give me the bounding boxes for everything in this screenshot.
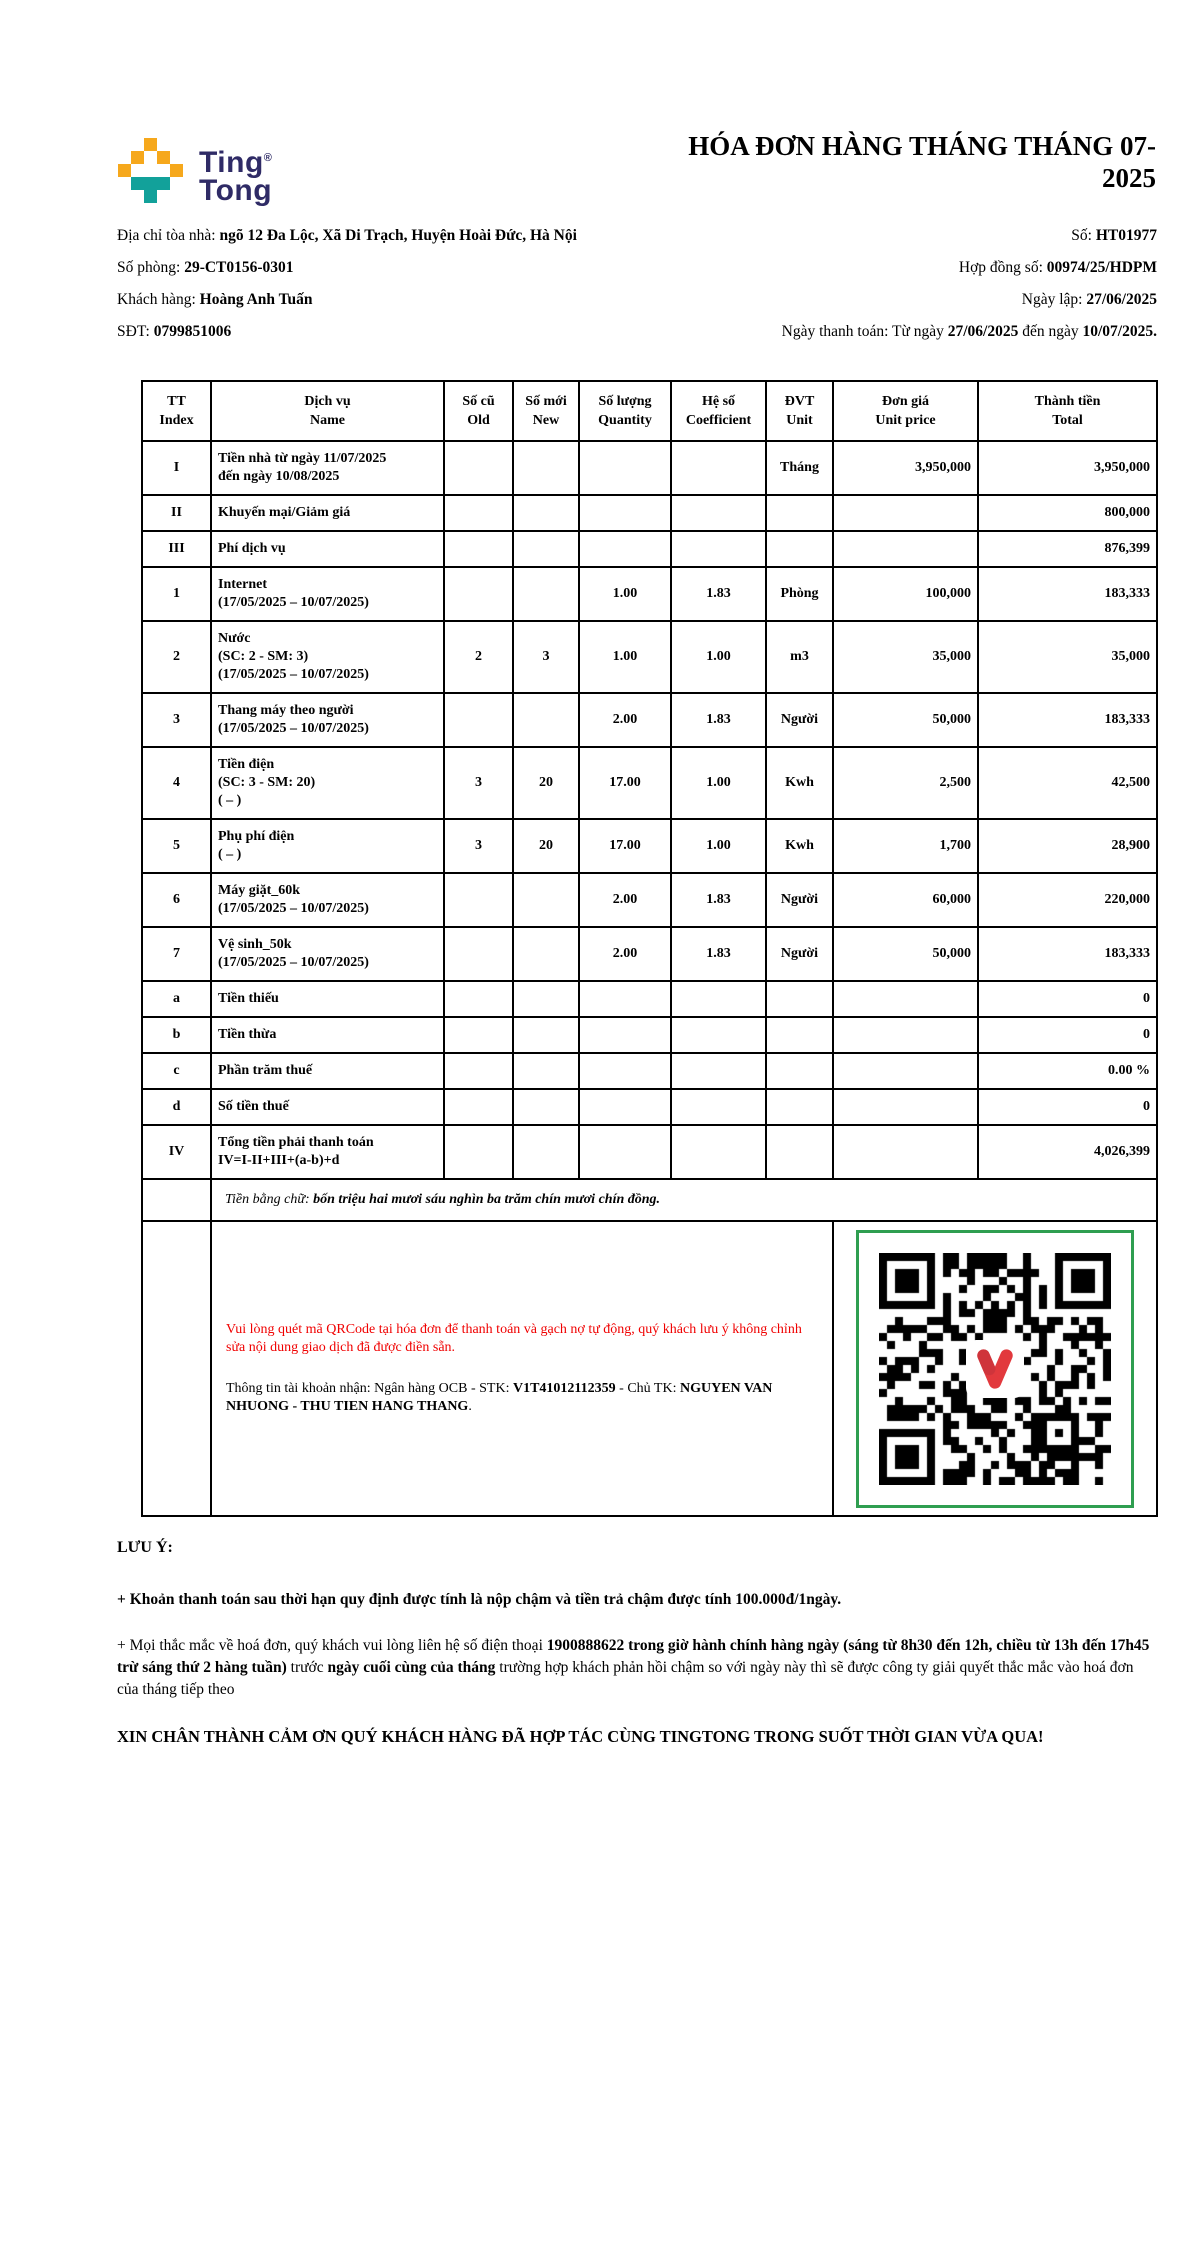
cell-name: Tiền điện (SC: 3 - SM: 20) ( – ) [211, 747, 444, 819]
cell-coef: 1.00 [671, 819, 766, 873]
table-row [142, 747, 1157, 819]
cell-total: 220,000 [978, 873, 1157, 927]
cell-name: Internet (17/05/2025 – 10/07/2025) [211, 567, 444, 621]
cell-name: Khuyến mại/Giảm giá [211, 495, 444, 531]
amount-in-words-value: bốn triệu hai mươi sáu nghìn ba trăm chín mươi chín đồng. [313, 1192, 661, 1207]
invoice-table [141, 380, 1158, 1517]
cell-idx: 4 [142, 747, 211, 819]
cell-total: 0 [978, 1089, 1157, 1125]
cell-idx: IV [142, 1125, 211, 1179]
cell-unit [766, 981, 833, 1017]
cell-price: 50,000 [833, 927, 978, 981]
table-row [142, 567, 1157, 621]
invoice-number-line: Số: HT01977 [1071, 227, 1157, 244]
table-row [142, 441, 1157, 495]
late-fee-note: + Khoản thanh toán sau thời hạn quy định được tính là nộp chậm và tiền trả chậm được tính 100.000đ/1ngày. [117, 1591, 842, 1608]
cell-qty [579, 981, 671, 1017]
building-address-value: ngõ 12 Đa Lộc, Xã Di Trạch, Huyện Hoài Đức, Hà Nội [219, 227, 577, 244]
cell-idx: 5 [142, 819, 211, 873]
cell-qty: 2.00 [579, 927, 671, 981]
phone-line: SĐT: 0799851006 [117, 323, 232, 340]
cell-qty: 1.00 [579, 621, 671, 693]
cell-qty [579, 531, 671, 567]
cell-idx: II [142, 495, 211, 531]
cell-old [444, 1089, 513, 1125]
cell-total: 35,000 [978, 621, 1157, 693]
cell-old: 3 [444, 819, 513, 873]
invoice-meta [609, 220, 1157, 348]
cell-old [444, 1125, 513, 1179]
cell-coef: 1.00 [671, 747, 766, 819]
table-row [142, 531, 1157, 567]
cell-old [444, 981, 513, 1017]
cell-coef [671, 981, 766, 1017]
contract-number-value: 00974/25/HDPM [1046, 259, 1157, 276]
qr-code-cell [833, 1221, 1157, 1516]
cell-total: 183,333 [978, 927, 1157, 981]
cell-name: Phần trăm thuế [211, 1053, 444, 1089]
payment-period-line: Ngày thanh toán: Từ ngày 27/06/2025 đến ngày 10/07/2025. [781, 323, 1157, 340]
cell-coef [671, 1053, 766, 1089]
cell-new [513, 1053, 579, 1089]
amount-in-words-cell [211, 1179, 1157, 1221]
cell-name: Tiền thiếu [211, 981, 444, 1017]
building-address-line: Địa chỉ tòa nhà: ngõ 12 Đa Lộc, Xã Di Trạch, Huyện Hoài Đức, Hà Nội [117, 227, 577, 244]
cell-unit: Người [766, 927, 833, 981]
cell-new [513, 873, 579, 927]
qr-payment-note: Vui lòng quét mã QRCode tại hóa đơn để thanh toán và gạch nợ tự động, quý khách lưu ý không chỉnh sửa nội dung giao dịch đã được điền sẵn. [226, 1322, 802, 1355]
cell-new [513, 693, 579, 747]
cell-total: 3,950,000 [978, 441, 1157, 495]
cell-unit: Phòng [766, 567, 833, 621]
cell-price: 2,500 [833, 747, 978, 819]
column-header: Số cũ Old [444, 381, 513, 441]
qr-frame [856, 1230, 1134, 1508]
cell-coef: 1.83 [671, 567, 766, 621]
cell-total: 28,900 [978, 819, 1157, 873]
column-header: TT Index [142, 381, 211, 441]
cell-idx: b [142, 1017, 211, 1053]
cell-idx: I [142, 441, 211, 495]
cell-old [444, 567, 513, 621]
cell-new [513, 567, 579, 621]
payment-to-value: 10/07/2025 [1082, 323, 1154, 340]
cell-unit [766, 1017, 833, 1053]
customer-name-line: Khách hàng: Hoàng Anh Tuấn [117, 291, 313, 308]
bank-account-number: V1T41012112359 [512, 1381, 616, 1396]
cell-old: 2 [444, 621, 513, 693]
cell-empty [142, 1221, 211, 1516]
column-header: Hệ số Coefficient [671, 381, 766, 441]
cell-name: Nước (SC: 2 - SM: 3) (17/05/2025 – 10/07/2025) [211, 621, 444, 693]
cell-total: 0 [978, 1017, 1157, 1053]
contact-note: + Mọi thắc mắc về hoá đơn, quý khách vui lòng liên hệ số điện thoại 1900888622 trong giờ hành chính hàng ngày (sáng từ 8h30 đến 12h, chiều từ 13h đến 17h45 trừ sáng thứ 2 hàng tuần) trước ngày cuối cùng của tháng trường hợp khách phản hồi chậm so với ngày này thì sẽ được công ty giải quyết thắc mắc vào hoá đơn của tháng tiếp theo [117, 1637, 1150, 1698]
cell-unit [766, 1125, 833, 1179]
cell-total: 876,399 [978, 531, 1157, 567]
cell-old [444, 873, 513, 927]
cell-old [444, 1053, 513, 1089]
room-number-value: 29-CT0156-0301 [184, 259, 294, 276]
cell-unit [766, 1089, 833, 1125]
invoice-number-value: HT01977 [1095, 227, 1157, 244]
cell-name: Vệ sinh_50k (17/05/2025 – 10/07/2025) [211, 927, 444, 981]
cell-name: Thang máy theo người (17/05/2025 – 10/07/2025) [211, 693, 444, 747]
cell-idx: 7 [142, 927, 211, 981]
cell-coef [671, 495, 766, 531]
invoice-title-line2: 2025 [1102, 163, 1156, 193]
table-row [142, 693, 1157, 747]
cell-coef: 1.83 [671, 693, 766, 747]
cell-price: 100,000 [833, 567, 978, 621]
cell-name: Tổng tiền phải thanh toán IV=I-II+III+(a-b)+d [211, 1125, 444, 1179]
cell-idx: 3 [142, 693, 211, 747]
cell-old [444, 1017, 513, 1053]
cell-new [513, 441, 579, 495]
cell-qty [579, 1017, 671, 1053]
cell-new [513, 1125, 579, 1179]
cell-qty: 1.00 [579, 567, 671, 621]
column-header: Đơn giá Unit price [833, 381, 978, 441]
cell-name: Tiền thừa [211, 1017, 444, 1053]
room-number-line: Số phòng: 29-CT0156-0301 [117, 259, 294, 276]
table-row [142, 1017, 1157, 1053]
cell-price [833, 495, 978, 531]
cell-new [513, 495, 579, 531]
cell-empty [142, 1179, 211, 1221]
invoice-info [117, 220, 1157, 348]
cell-qty [579, 441, 671, 495]
table-row [142, 1125, 1157, 1179]
cell-unit: Người [766, 693, 833, 747]
column-header: ĐVT Unit [766, 381, 833, 441]
logo-word-ting: Ting [199, 146, 264, 179]
cell-total: 4,026,399 [978, 1125, 1157, 1179]
cell-new: 3 [513, 621, 579, 693]
cell-idx: c [142, 1053, 211, 1089]
logo-word-tong: Tong [199, 174, 273, 207]
table-row [142, 1053, 1157, 1089]
cell-unit: Kwh [766, 819, 833, 873]
table-row [142, 927, 1157, 981]
bank-account-info: Thông tin tài khoản nhận: Ngân hàng OCB - STK: V1T41012112359 - Chủ TK: NGUYEN VAN NHUONG - THU TIEN HANG THANG. [226, 1381, 773, 1414]
cell-total: 0 [978, 981, 1157, 1017]
cell-qty: 2.00 [579, 873, 671, 927]
cell-old [444, 693, 513, 747]
cell-qty [579, 1125, 671, 1179]
column-header: Dịch vụ Name [211, 381, 444, 441]
footer-notes [117, 1537, 1158, 1749]
issue-date-value: 27/06/2025 [1086, 291, 1157, 308]
cell-idx: III [142, 531, 211, 567]
amount-in-words-row [142, 1179, 1157, 1221]
registered-mark-icon: ® [263, 152, 273, 164]
vietqr-v-icon [966, 1340, 1024, 1398]
cell-qty [579, 1089, 671, 1125]
cell-name: Tiền nhà từ ngày 11/07/2025 đến ngày 10/08/2025 [211, 441, 444, 495]
tingtong-logo-text [199, 144, 272, 205]
cell-price: 3,950,000 [833, 441, 978, 495]
cell-unit: Tháng [766, 441, 833, 495]
cell-old [444, 927, 513, 981]
payment-qr-row [142, 1221, 1157, 1516]
cell-total: 183,333 [978, 567, 1157, 621]
cell-price [833, 1125, 978, 1179]
cell-name: Phí dịch vụ [211, 531, 444, 567]
cell-new [513, 927, 579, 981]
cell-price [833, 1089, 978, 1125]
table-row [142, 621, 1157, 693]
cell-qty: 17.00 [579, 747, 671, 819]
payment-instructions-cell [211, 1221, 833, 1516]
cell-new [513, 1089, 579, 1125]
cell-coef [671, 1089, 766, 1125]
invoice-title-line1: HÓA ĐƠN HÀNG THÁNG THÁNG 07- [688, 131, 1156, 161]
cell-qty [579, 1053, 671, 1089]
cell-name: Phụ phí điện ( – ) [211, 819, 444, 873]
table-row [142, 873, 1157, 927]
thank-you-note: XIN CHÂN THÀNH CẢM ƠN QUÝ KHÁCH HÀNG ĐÃ HỢP TÁC CÙNG TINGTONG TRONG SUỐT THỜI GIAN VỪA QUA! [117, 1727, 1044, 1746]
amount-in-words-label: Tiền bằng chữ: [225, 1192, 314, 1207]
cell-price: 60,000 [833, 873, 978, 927]
cell-price [833, 531, 978, 567]
phone-value: 0799851006 [153, 323, 232, 340]
cell-name: Số tiền thuế [211, 1089, 444, 1125]
cell-old [444, 441, 513, 495]
cell-total: 42,500 [978, 747, 1157, 819]
cell-coef [671, 1017, 766, 1053]
cell-coef [671, 441, 766, 495]
cell-qty: 2.00 [579, 693, 671, 747]
cell-idx: 6 [142, 873, 211, 927]
notes-heading: LƯU Ý: [117, 1539, 173, 1556]
column-header: Số mới New [513, 381, 579, 441]
cell-unit [766, 1053, 833, 1089]
cell-total: 800,000 [978, 495, 1157, 531]
cell-unit: Người [766, 873, 833, 927]
column-header: Thành tiền Total [978, 381, 1157, 441]
cell-coef: 1.00 [671, 621, 766, 693]
cell-coef [671, 1125, 766, 1179]
cell-idx: 1 [142, 567, 211, 621]
hotline-number: 1900888622 trong giờ hành chính hàng ngày (sáng từ 8h30 đến 12h, chiều từ 13h đến 17h45 trừ sáng thứ 2 hàng tuần) [117, 1637, 1150, 1676]
cell-new [513, 531, 579, 567]
cell-old: 3 [444, 747, 513, 819]
cell-coef: 1.83 [671, 927, 766, 981]
cell-price: 1,700 [833, 819, 978, 873]
cell-coef: 1.83 [671, 873, 766, 927]
table-header-row [142, 381, 1157, 441]
cell-new [513, 1017, 579, 1053]
cell-unit: Kwh [766, 747, 833, 819]
column-header: Số lượng Quantity [579, 381, 671, 441]
cell-qty: 17.00 [579, 819, 671, 873]
cell-total: 0.00 % [978, 1053, 1157, 1089]
cell-idx: 2 [142, 621, 211, 693]
cell-price: 35,000 [833, 621, 978, 693]
tingtong-logo-icon [118, 138, 184, 204]
cell-new: 20 [513, 747, 579, 819]
cell-coef [671, 531, 766, 567]
customer-info [117, 220, 609, 348]
cell-total: 183,333 [978, 693, 1157, 747]
cell-price [833, 1053, 978, 1089]
cell-idx: a [142, 981, 211, 1017]
cell-new: 20 [513, 819, 579, 873]
cell-qty [579, 495, 671, 531]
tingtong-logo [118, 138, 272, 205]
cell-name: Máy giặt_60k (17/05/2025 – 10/07/2025) [211, 873, 444, 927]
table-row [142, 1089, 1157, 1125]
contract-number-line: Hợp đồng số: 00974/25/HDPM [958, 259, 1157, 276]
cell-unit: m3 [766, 621, 833, 693]
cell-unit [766, 531, 833, 567]
cell-new [513, 981, 579, 1017]
cell-price [833, 1017, 978, 1053]
cell-unit [766, 495, 833, 531]
table-row [142, 981, 1157, 1017]
cell-old [444, 495, 513, 531]
bank-account-holder: NGUYEN VAN NHUONG - THU TIEN HANG THANG [226, 1381, 773, 1414]
invoice-title [516, 130, 1156, 194]
table-row [142, 495, 1157, 531]
payment-from-value: 27/06/2025 [947, 323, 1019, 340]
customer-name-value: Hoàng Anh Tuấn [199, 291, 313, 308]
cell-idx: d [142, 1089, 211, 1125]
cell-price [833, 981, 978, 1017]
issue-date-line: Ngày lập: 27/06/2025 [1021, 291, 1157, 308]
cell-old [444, 531, 513, 567]
cell-price: 50,000 [833, 693, 978, 747]
table-row [142, 819, 1157, 873]
